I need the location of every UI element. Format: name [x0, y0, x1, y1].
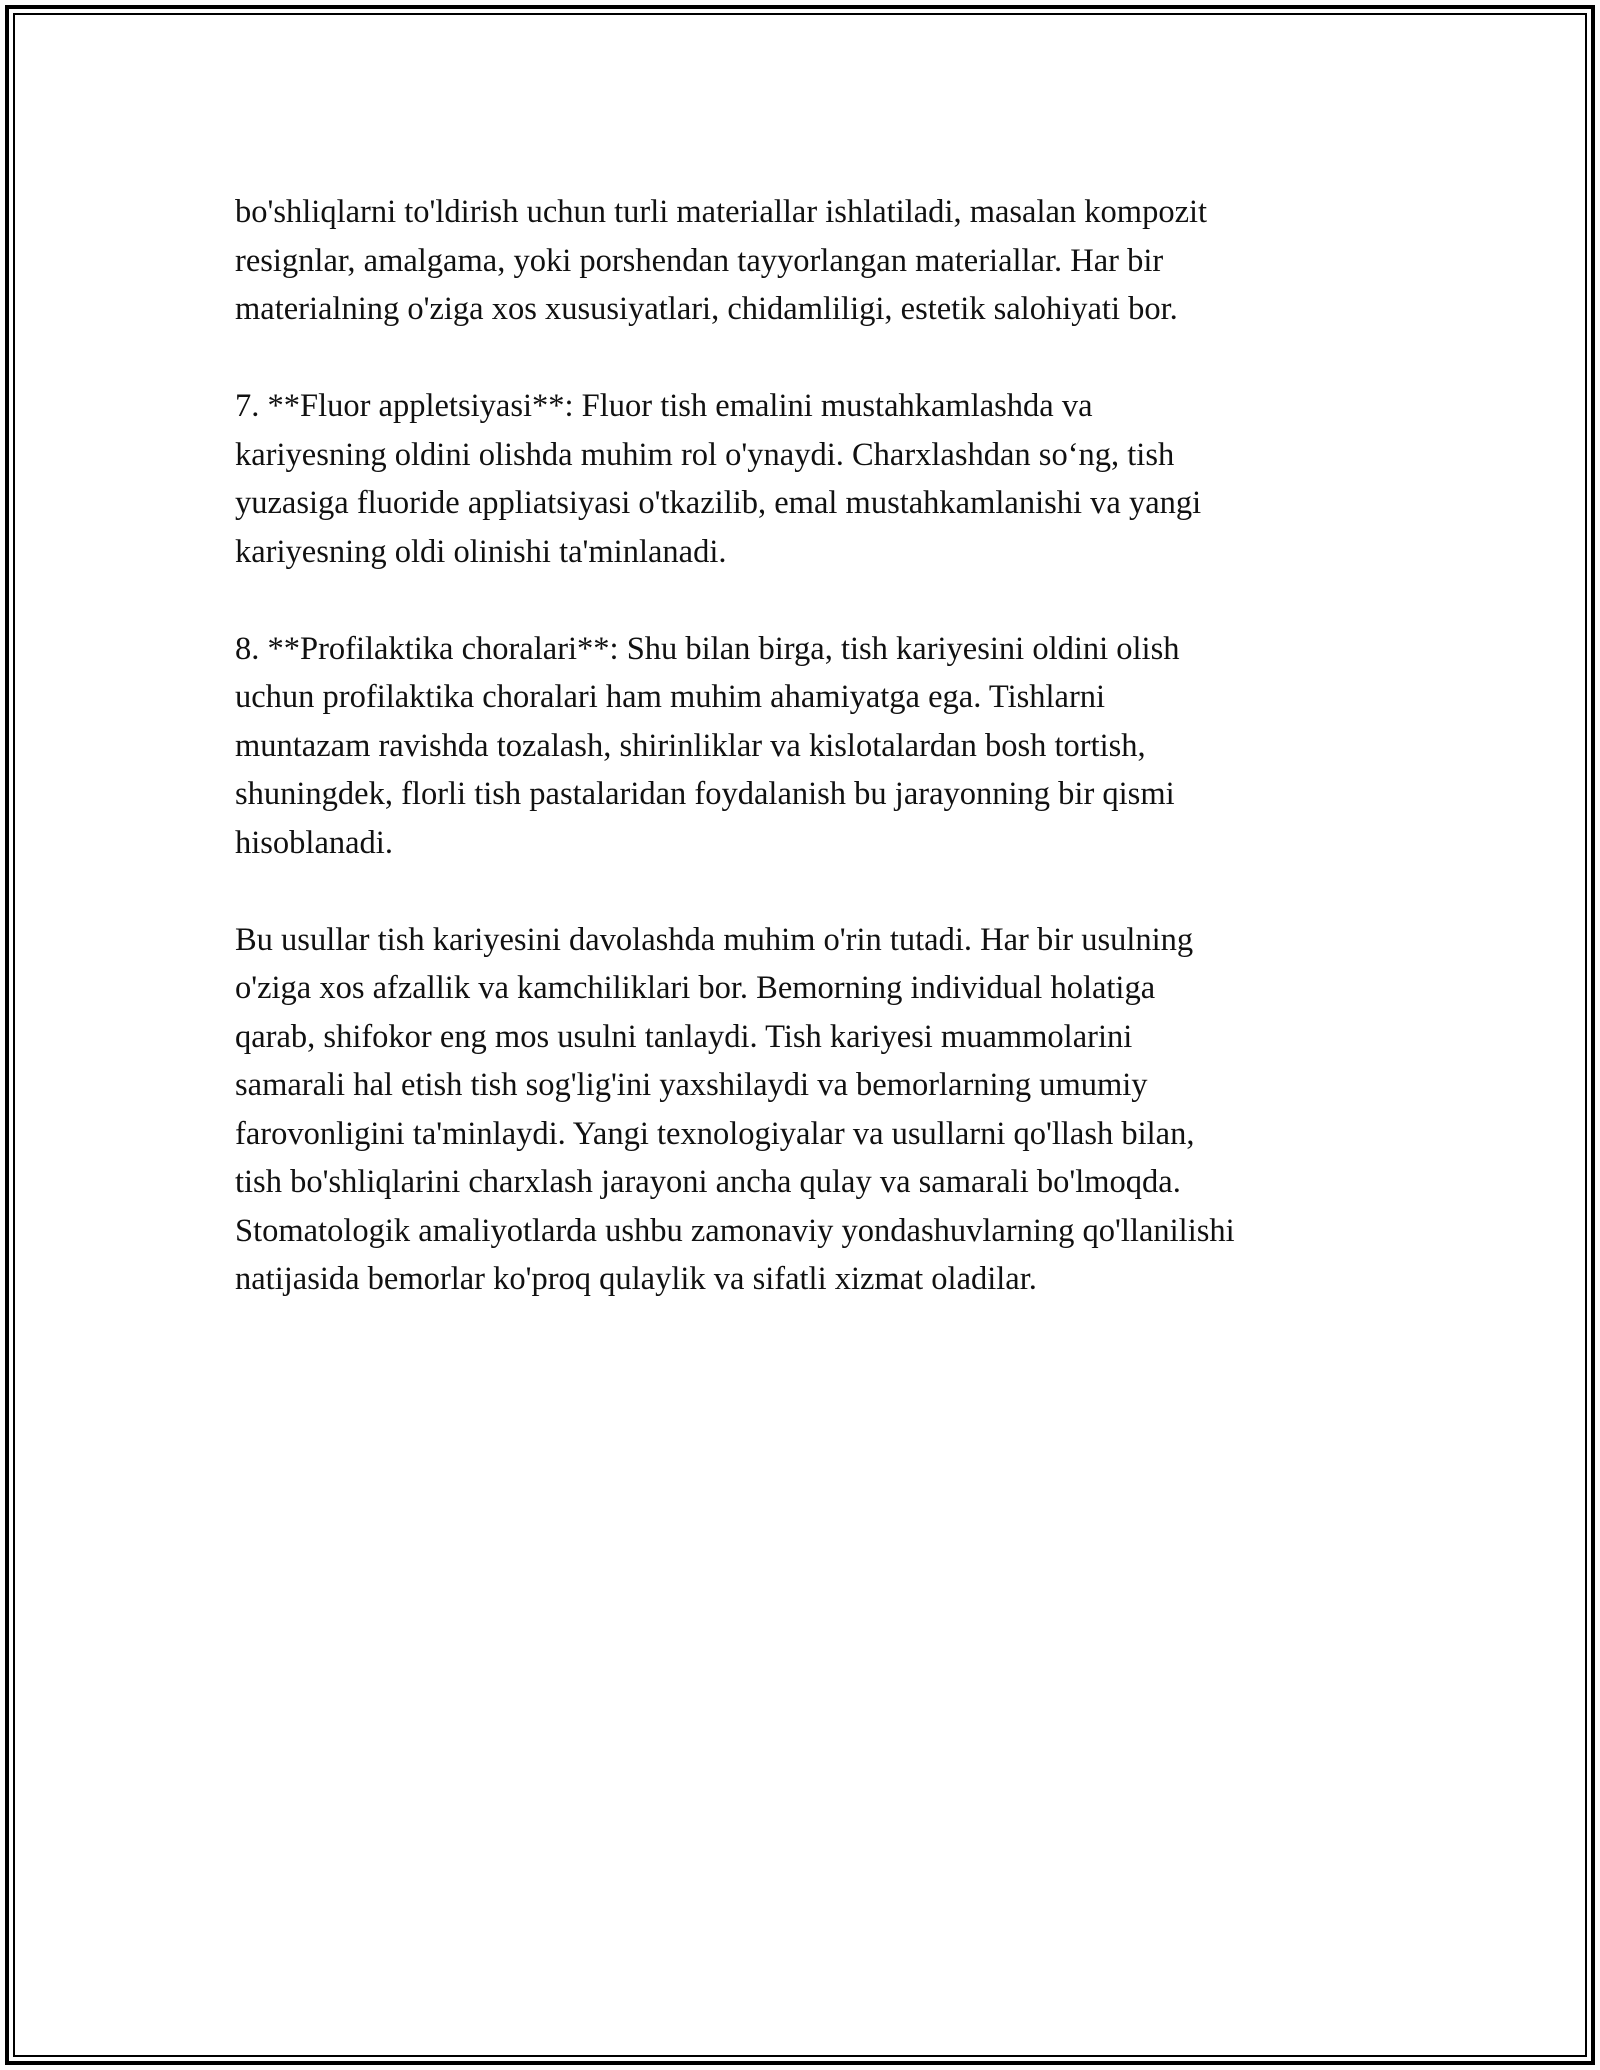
paragraph-fluor-application: 7. **Fluor appletsiyasi**: Fluor tish emalini mustahkamlashda va kariyesning oldini olishda muhim rol o'ynaydi. Charxlashdan so‘ng, tish yuzasiga fluoride appliatsiyasi o'tkazilib, emal mustahkamlanishi va yangi kariyesning oldi olinishi ta'minlanadi.: [235, 388, 1202, 570]
paragraph-materials: bo'shliqlarni to'ldirish uchun turli materiallar ishlatiladi, masalan kompozit resignlar, amalgama, yoki porshendan tayyorlangan materiallar. Har bir materialning o'ziga xos xususiyatlari, chidamliligi, estetik salohiyati bor.: [235, 194, 1208, 327]
paragraph-prevention-measures: 8. **Profilaktika choralari**: Shu bilan birga, tish kariyesini oldini olish uchun profilaktika choralari ham muhim ahamiyatga ega. Tishlarni muntazam ravishda tozalash, shirinliklar va kislotalardan bosh tortish, shuningdek, florli tish pastalaridan foydalanish bu jarayonning bir qismi hisoblanadi.: [235, 630, 1180, 861]
document-body: [235, 188, 1365, 1352]
paragraph-conclusion: Bu usullar tish kariyesini davolashda muhim o'rin tutadi. Har bir usulning o'ziga xos afzallik va kamchiliklari bor. Bemorning individual holatiga qarab, shifokor eng mos usulni tanlaydi. Tish kariyesi muammolarini samarali hal etish tish sog'lig'ini yaxshilaydi va bemorlarning umumiy farovonligini ta'minlaydi. Yangi texnologiyalar va usullarni qo'llash bilan, tish bo'shliqlarini charxlash jarayoni ancha qulay va samarali bo'lmoqda. Stomatologik amaliyotlarda ushbu zamonaviy yondashuvlarning qo'llanilishi natijasida bemorlar ko'proq qulaylik va sifatli xizmat oladilar.: [235, 921, 1235, 1297]
